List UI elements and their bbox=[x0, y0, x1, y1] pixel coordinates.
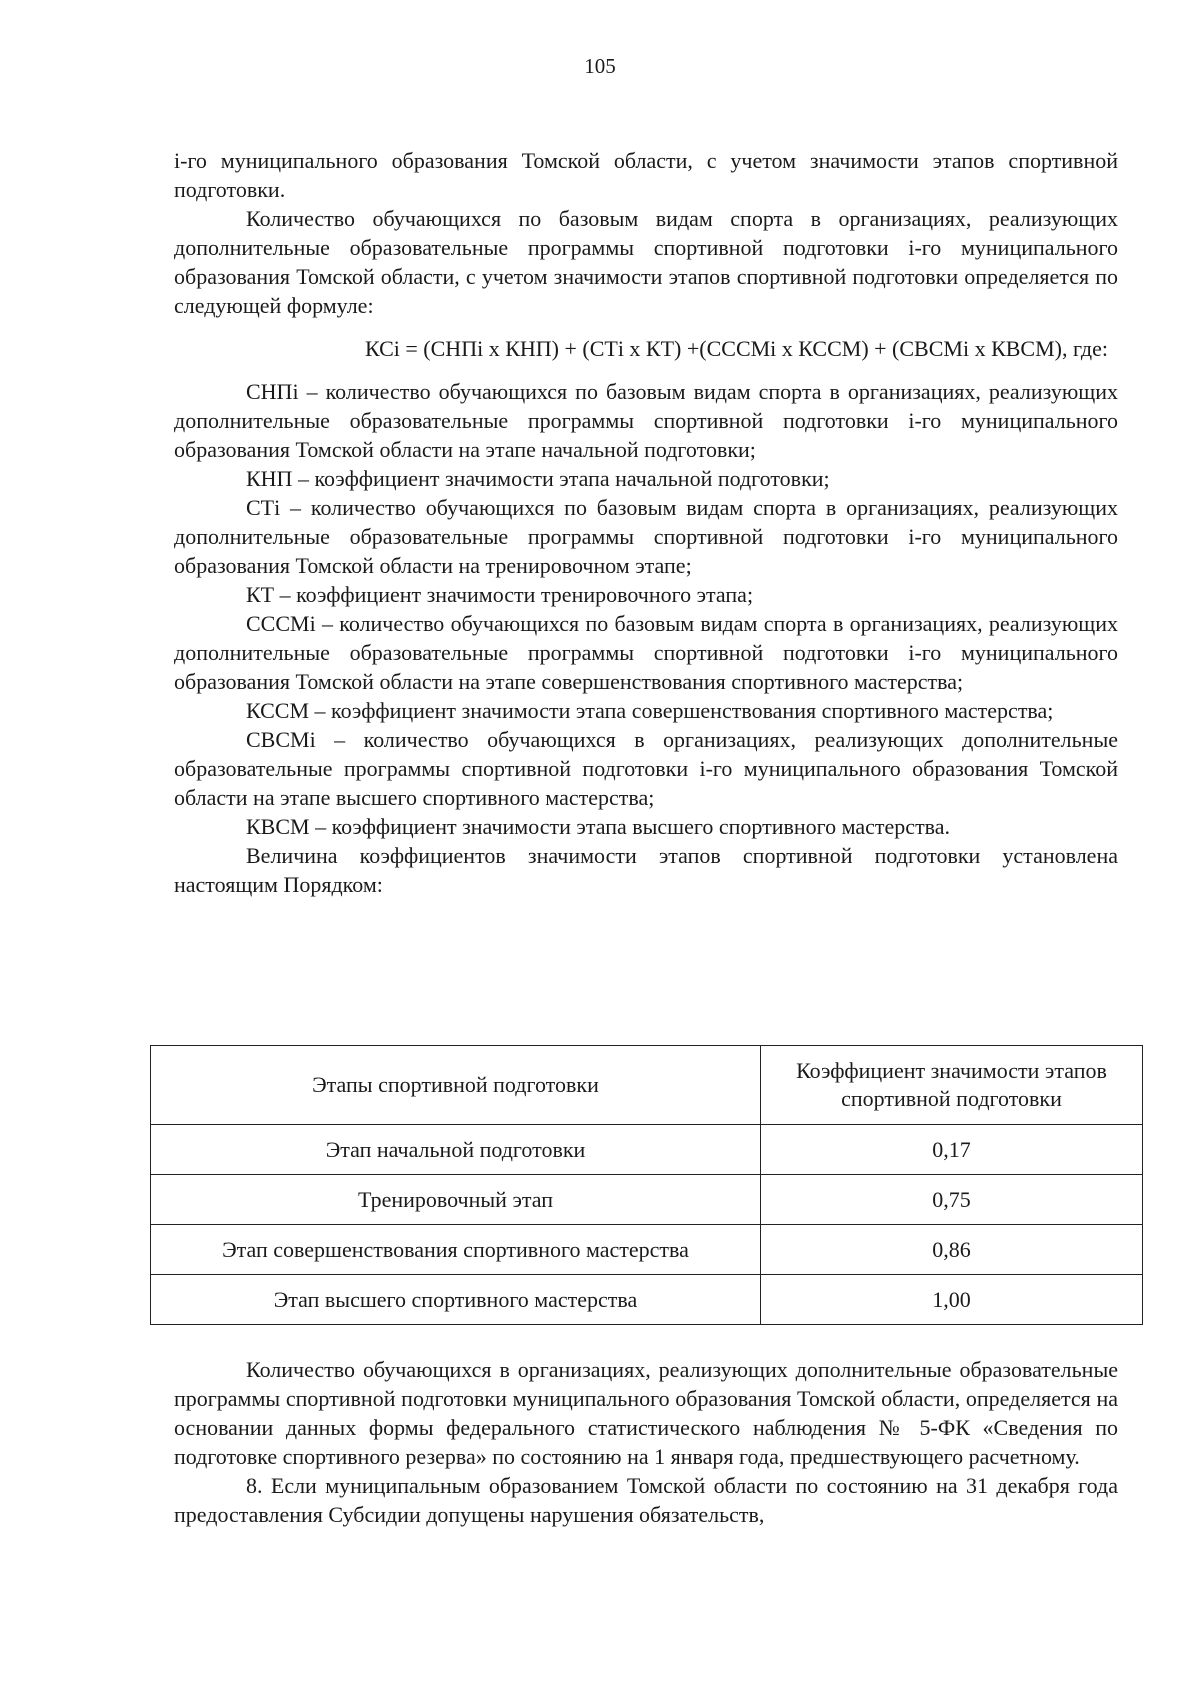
definition-snp: СНПi – количество обучающихся по базовым видам спорта в организациях, реализующих дополнительные образовательные программы спортивной подготовки i-го муниципального образования Томской области на этапе начальной подготовки; bbox=[174, 379, 1118, 462]
table-cell-stage: Этап высшего спортивного мастерства bbox=[151, 1275, 761, 1325]
table-header-stage: Этапы спортивной подготовки bbox=[151, 1046, 761, 1125]
table-cell-coefficient: 0,75 bbox=[761, 1175, 1143, 1225]
paragraph-coefficients-intro: Величина коэффициентов значимости этапов спортивной подготовки установлена настоящим Порядком: bbox=[174, 843, 1118, 897]
definition-kvsm: КВСМ – коэффициент значимости этапа высшего спортивного мастерства. bbox=[246, 814, 951, 839]
paragraph: Количество обучающихся по базовым видам спорта в организациях, реализующих дополнительные образовательные программы спортивной подготовки i-го муниципального образования Томской области, с учетом значимости этапов спортивной подготовки определяется по следующей формуле: bbox=[174, 206, 1118, 318]
coefficients-table bbox=[150, 1045, 1143, 1325]
table-row bbox=[151, 1275, 1143, 1325]
definition-kt: КТ – коэффициент значимости тренировочного этапа; bbox=[246, 582, 754, 607]
table-header-row bbox=[151, 1046, 1143, 1125]
table-row bbox=[151, 1225, 1143, 1275]
paragraph: i-го муниципального образования Томской области, с учетом значимости этапов спортивной подготовки. bbox=[174, 148, 1118, 202]
paragraph: 8. Если муниципальным образованием Томской области по состоянию на 31 декабря года предоставления Субсидии допущены нарушения обязательств, bbox=[174, 1473, 1118, 1527]
body-text-bottom bbox=[174, 1355, 1118, 1529]
definition-sssm: СССМi – количество обучающихся по базовым видам спорта в организациях, реализующих дополнительные образовательные программы спортивной подготовки i-го муниципального образования Томской области на этапе совершенствования спортивного мастерства; bbox=[174, 611, 1118, 694]
table-row bbox=[151, 1125, 1143, 1175]
definition-knp: КНП – коэффициент значимости этапа начальной подготовки; bbox=[246, 466, 830, 491]
formula: КСi = (СНПi х КНП) + (СТi х КТ) +(СССМi х КССМ) + (СВСМi х КВСМ), где: bbox=[364, 336, 1108, 361]
definition-st: СТi – количество обучающихся по базовым видам спорта в организациях, реализующих дополнительные образовательные программы спортивной подготовки i-го муниципального образования Томской области на тренировочном этапе; bbox=[174, 495, 1118, 578]
table-cell-coefficient: 1,00 bbox=[761, 1275, 1143, 1325]
table-cell-coefficient: 0,86 bbox=[761, 1225, 1143, 1275]
page-number: 105 bbox=[584, 54, 616, 78]
table-cell-stage: Этап начальной подготовки bbox=[151, 1125, 761, 1175]
table-cell-stage: Тренировочный этап bbox=[151, 1175, 761, 1225]
definition-svsm: СВСМi – количество обучающихся в организациях, реализующих дополнительные образовательные программы спортивной подготовки i-го муниципального образования Томской области на этапе высшего спортивного мастерства; bbox=[174, 727, 1118, 810]
body-text-top bbox=[174, 146, 1118, 899]
table-cell-coefficient: 0,17 bbox=[761, 1125, 1143, 1175]
table-header-coefficient: Коэффициент значимости этапов спортивной подготовки bbox=[761, 1046, 1143, 1125]
definition-kssm: КССМ – коэффициент значимости этапа совершенствования спортивного мастерства; bbox=[246, 698, 1054, 723]
paragraph: Количество обучающихся в организациях, реализующих дополнительные образовательные программы спортивной подготовки муниципального образования Томской области, определяется на основании данных формы федерального статистического наблюдения № 5-ФК «Сведения по подготовке спортивного резерва» по состоянию на 1 января года, предшествующего расчетному. bbox=[174, 1357, 1118, 1469]
table-row bbox=[151, 1175, 1143, 1225]
table-cell-stage: Этап совершенствования спортивного мастерства bbox=[151, 1225, 761, 1275]
